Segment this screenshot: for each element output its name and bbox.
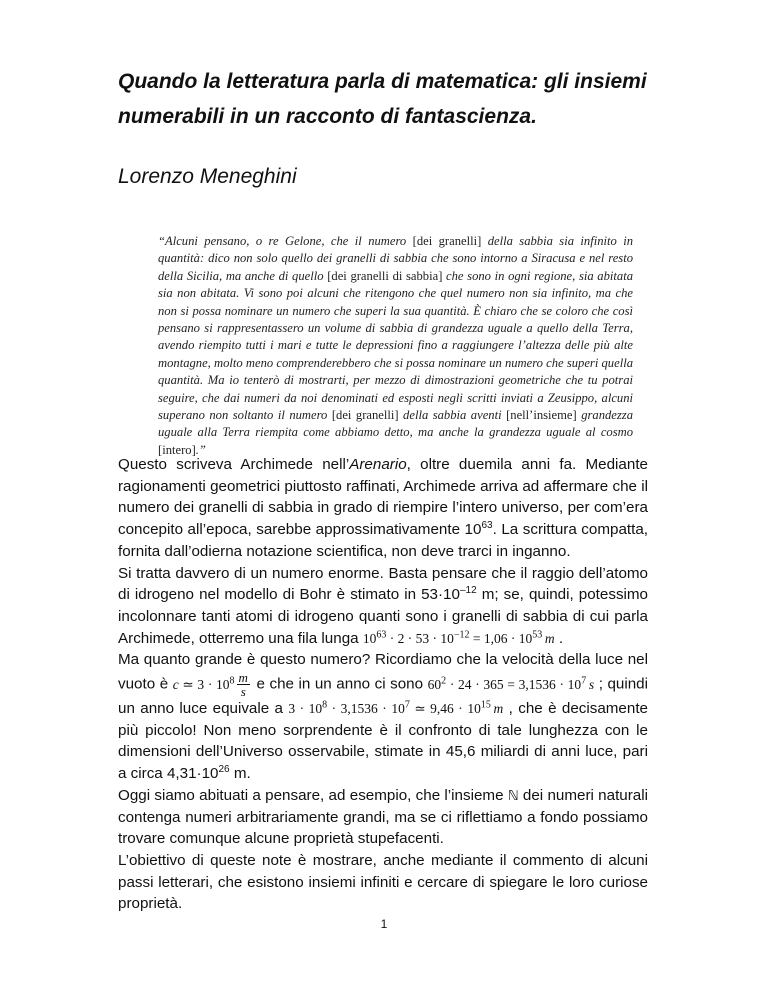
math-seconds-in-year: $60^2 \cdot 24 \cdot 365 = 3,1536 \cdot 10^7$ s [427, 675, 595, 692]
quote-editorial-insert: [dei granelli] [331, 408, 399, 423]
quote-segment: .” [195, 442, 206, 457]
math-fraction: $\frac{m}{s}$ [238, 670, 248, 700]
math-formula-length: $10^{63} \cdot 2 \cdot 53 \cdot 10^{-12} = 1,06 \cdot 10^{53}$ m [362, 629, 555, 646]
quote-segment: “Alcuni pensano, o re Gelone, che il numero [158, 234, 413, 248]
page-number: 1 [380, 917, 388, 931]
paragraph-light-year: Ma quanto grande è questo numero? Ricordiamo che la velocità della luce nel vuoto è c ≃ $3 \cdot 10^8$ $\frac{m}{s}$ e che in un anno ci sono $60^2 \cdot 24 \cdot 365 = 3,1536 \cdot 10^7$ s ; quindi un anno luce equivale a $3 \cdot 10^8 \cdot 3,1536 \cdot 10^7$ ≃ $9,46 \cdot 10^{15}$ m , che è decisamente più piccolo! Non meno sorprendente è il confronto di tale lunghezza con le dimensioni dell’Universo osservabile, stimate in 45,6 miliardi di anni luce, pari a circa $4,31\cdot 10^{26}$ m. [118, 651, 648, 783]
quote-segment: della sabbia sia infinito in quantità: dico non solo quello dei granelli di sabbia che sono intorno a Siracusa e nel resto della Sicilia, ma anche di quello [158, 234, 633, 283]
paper-title: Quando la letteratura parla di matematica: gli insiemi numerabili in un racconto di fantascienza. [118, 70, 647, 128]
quote-segment: che sono in ogni regione, sia abitata sia non abitata. Vi sono poi alcuni che ritengono che quel numero non sia infinito, ma che non si possa nominare un numero che superi la sua quantità. È chiaro che se coloro che così pensano si rappresentassero un volume di sabbia di grandezza uguale a quello della Terra, avendo riempito tutti i mari e tutte le depressioni fino a raggiungere l’altezza delle più alte montagne, molto meno comprenderebbero che si possa nominare un numero che superi quella quantità. Ma io tenterò di mostrarti, per mezzo di dimostrazioni geometriche che tu potrai seguire, che dai numeri da noi denominati ed esposti negli scritti inviati a Zeusippo, alcuni superano non soltanto il numero [158, 268, 633, 423]
quote-editorial-insert: [intero] [158, 442, 196, 457]
paragraph-objective: L’obiettivo di queste note è mostrare, anche mediante il commento di alcuni passi letterari, che esistono insiemi infiniti e cercare di spiegare le loro curiose proprietà. [118, 851, 648, 913]
quote-editorial-insert: [dei granelli] [412, 234, 482, 248]
body-text [118, 454, 648, 915]
quote-segment: della sabbia aventi [398, 408, 507, 423]
quote-editorial-insert: [nell’insieme] [506, 408, 577, 423]
author-name: Lorenzo Meneghini [118, 165, 297, 188]
quote-editorial-insert: [dei granelli di sabbia] [327, 268, 443, 283]
paragraph-bohr: Si tratta davvero di un numero enorme. Basta pensare che il raggio dell’atomo di idrogeno nel modello di Bohr è stimato in $53\cdot 10^{-12}$ m; se, quindi, potessimo incolonnare tanti atomi di idrogeno quanti sono i granelli di sabbia di cui parla Archimede, otterremo una fila lunga $10^{63} \cdot 2 \cdot 53 \cdot 10^{-12} = 1,06 \cdot 10^{53}$ m . [118, 564, 649, 647]
math-speed-of-light: c ≃ $3 \cdot 10^8$ [172, 675, 235, 692]
quote-segment: grandezza uguale alla Terra riempita come abbiamo detto, ma anche la grandezza uguale al cosmo [158, 408, 633, 440]
paragraph-archimede: Questo scriveva Archimede nell’Arenario, oltre duemila anni fa. Mediante ragionamenti geometrici piuttosto raffinati, Archimede arriva ad affermare che il numero dei granelli di sabbia in grado di riempire l’intero universo, per com’era concepito all’epoca, sarebbe approssimativamente $10^{63}$. La scrittura compatta, fornita dall’odierna notazione scientifica, non deve trarci in inganno. [118, 456, 648, 560]
math-light-year: $3 \cdot 10^8 \cdot 3,1536 \cdot 10^7$ ≃ $9,46 \cdot 10^{15}$ m [288, 699, 504, 717]
naturals-symbol: ℕ [507, 787, 519, 803]
work-title: Arenario [349, 456, 407, 473]
paragraph-naturals: Oggi siamo abituati a pensare, ad esempio, che l’insieme ℕ dei numeri naturali contenga numeri arbitrariamente grandi, ma se ci riflettiamo a fondo possiamo trovare comunque alcune proprietà stupefacenti. [118, 786, 648, 848]
archimedes-quote [158, 233, 633, 459]
